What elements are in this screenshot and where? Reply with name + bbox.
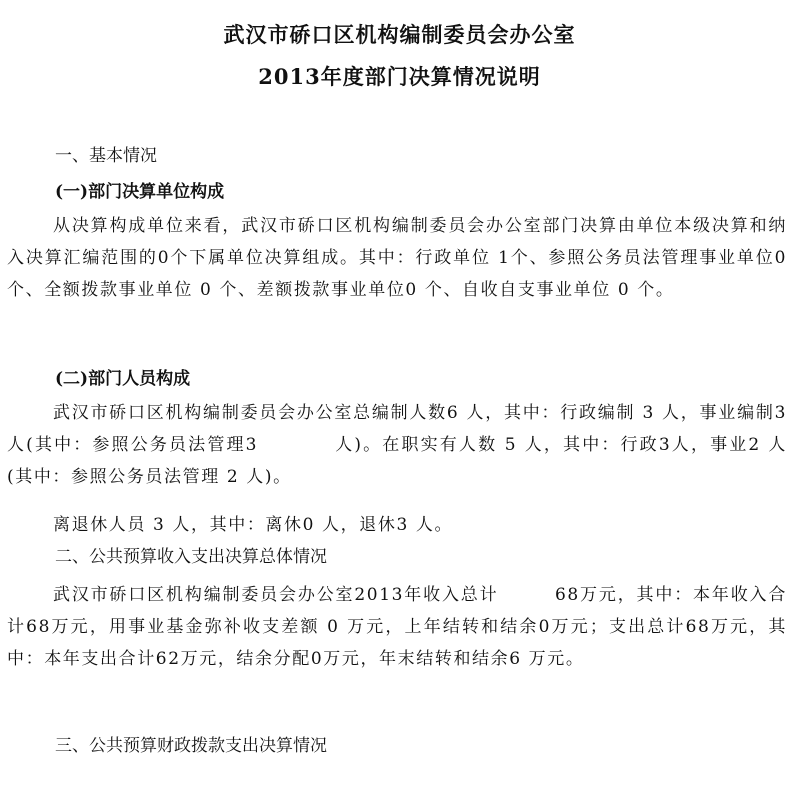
paragraph-unit-composition: 从决算构成单位来看，武汉市硚口区机构编制委员会办公室部门决算由单位本级决算和纳入决算汇编范围的0个下属单位决算组成。其中：行政单位 1个、参照公务员法管理事业单位0 个、全额拨款事业单位 0 个、差额拨款事业单位0 个、自收自支事业单位 0 个。 [7,216,787,300]
subsection-heading-staff: (二)部门人员构成 [55,369,191,389]
paragraph-retired-staff: 离退休人员 3 人，其中：离休0 人，退休3 人。 [53,515,454,535]
section-heading-budget-overall: 二、公共预算收入支出决算总体情况 [55,547,327,567]
subsection-heading-unit: (一)部门决算单位构成 [55,182,225,202]
document-title: 武汉市硚口区机构编制委员会办公室 [223,22,576,47]
paragraph-budget-overall: 武汉市硚口区机构编制委员会办公室2013年收入总计 68万元，其中：本年收入合计68万元，用事业基金弥补收支差额 0 万元，上年结转和结余0万元；支出总计68万元，其中：本年支出合计62万元，结余分配0万元，年末结转和结余6 万元。 [7,585,787,669]
document-subtitle: 2013年度部门决算情况说明 [258,64,541,89]
section-heading-fiscal-allocation: 三、公共预算财政拨款支出决算情况 [55,736,327,756]
paragraph-staff-composition: 武汉市硚口区机构编制委员会办公室总编制人数6 人，其中：行政编制 3 人，事业编制3 人(其中：参照公务员法管理3 人)。在职实有人数 5 人，其中：行政3人，事业2 人(其中：参照公务员法管理 2 人)。 [7,403,787,487]
section-heading-basic: 一、基本情况 [55,146,157,166]
